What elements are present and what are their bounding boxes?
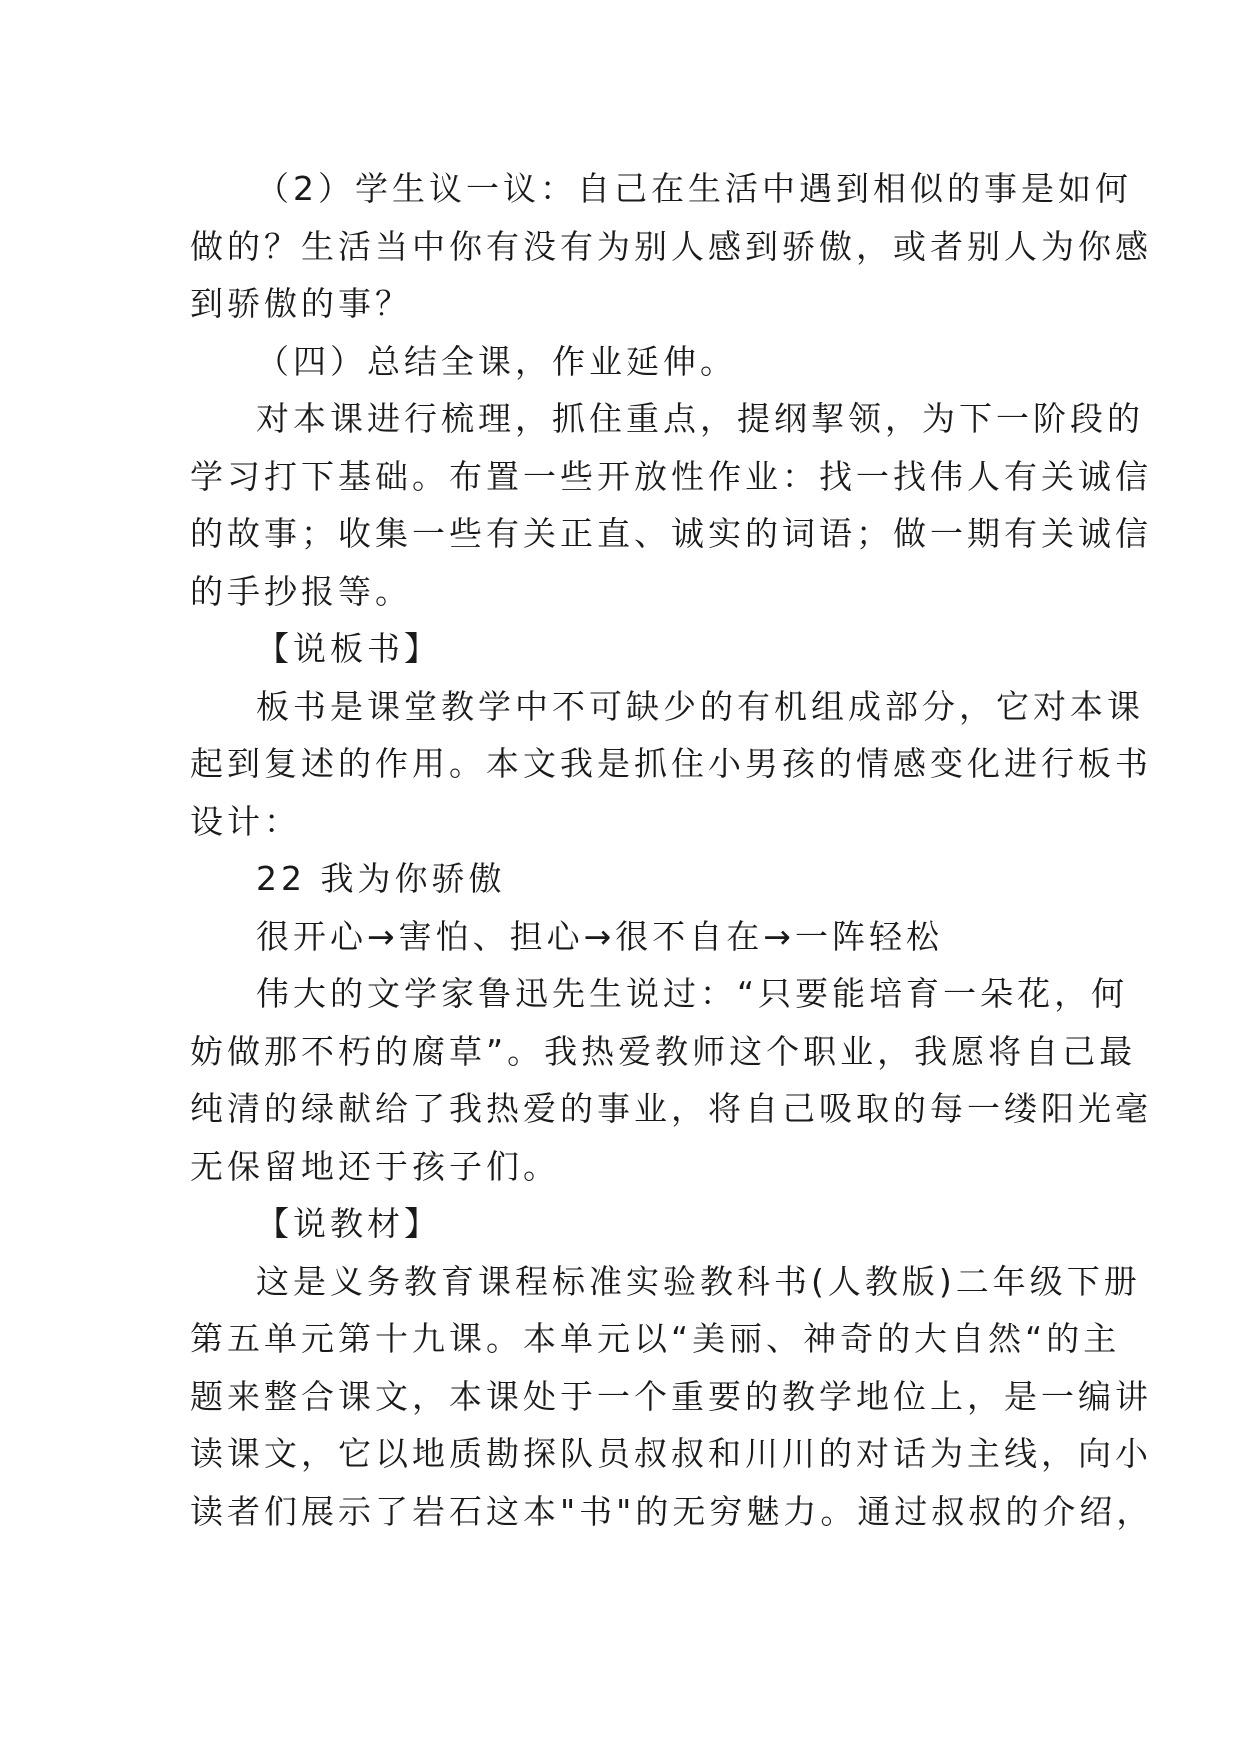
blackboard-title-text: 22 我为你骄傲: [256, 859, 506, 898]
heading-text: 【说板书】: [256, 629, 441, 668]
text-line: 妨做那不朽的腐草”。我热爱教师这个职业，我愿将自己最: [190, 1031, 1137, 1071]
text-line: 读课文，它以地质勘探队员叔叔和川川的对话为主线，向小: [190, 1434, 1152, 1473]
paragraph-blackboard: [190, 678, 1152, 851]
text-line: 这是义务教育课程标准实验教科书(人教版)二年级下册: [256, 1261, 1141, 1301]
text-line: （2）学生议一议：自己在生活中遇到相似的事是如何: [256, 169, 1132, 208]
text-line: 的手抄报等。: [190, 571, 412, 611]
text-line: 伟大的文学家鲁迅先生说过：“只要能培育一朵花，何: [256, 974, 1129, 1013]
emotion-flow-text: 很开心→害怕、担心→很不自在→一阵轻松: [256, 916, 943, 956]
text-line: 板书是课堂教学中不可缺少的有机组成部分，它对本课: [256, 686, 1144, 726]
blackboard-emotion-flow: [190, 908, 1050, 966]
text-line: 起到复述的作用。本文我是抓住小男孩的情感变化进行板书: [190, 744, 1152, 783]
paragraph-discussion: [190, 160, 1152, 333]
text-line: 做的？生活当中你有没有为别人感到骄傲，或者别人为你感: [190, 226, 1152, 266]
paragraph-summary: [190, 390, 1152, 620]
text-line: 无保留地还于孩子们。: [190, 1146, 560, 1186]
blackboard-title: [190, 850, 1050, 908]
heading-text: （四）总结全课，作业延伸。: [256, 341, 737, 381]
document-body: [190, 160, 1154, 1540]
heading-text: 【说教材】: [256, 1204, 441, 1243]
text-line: 读者们展示了岩石这本"书"的无穷魅力。通过叔叔的介绍，: [190, 1491, 1154, 1531]
text-line: 设计：: [190, 801, 301, 841]
text-line: 题来整合课文，本课处于一个重要的教学地位上，是一编讲: [190, 1376, 1152, 1416]
text-line: 到骄傲的事？: [190, 284, 412, 323]
paragraph-luxun-quote: [190, 965, 1152, 1195]
section-heading-textbook: [190, 1195, 1050, 1253]
text-line: 对本课进行梳理，抓住重点，提纲挈领，为下一阶段的: [256, 399, 1144, 438]
paragraph-textbook: [190, 1253, 1154, 1541]
section-heading-blackboard: [190, 620, 1050, 678]
section-heading-summary: [190, 333, 1050, 391]
text-line: 的故事；收集一些有关正直、诚实的词语；做一期有关诚信: [190, 514, 1152, 553]
text-line: 第五单元第十九课。本单元以“美丽、神奇的大自然“的主: [190, 1319, 1121, 1358]
text-line: 纯清的绿献给了我热爱的事业，将自己吸取的每一缕阳光毫: [190, 1089, 1152, 1128]
text-line: 学习打下基础。布置一些开放性作业：找一找伟人有关诚信: [190, 456, 1152, 496]
